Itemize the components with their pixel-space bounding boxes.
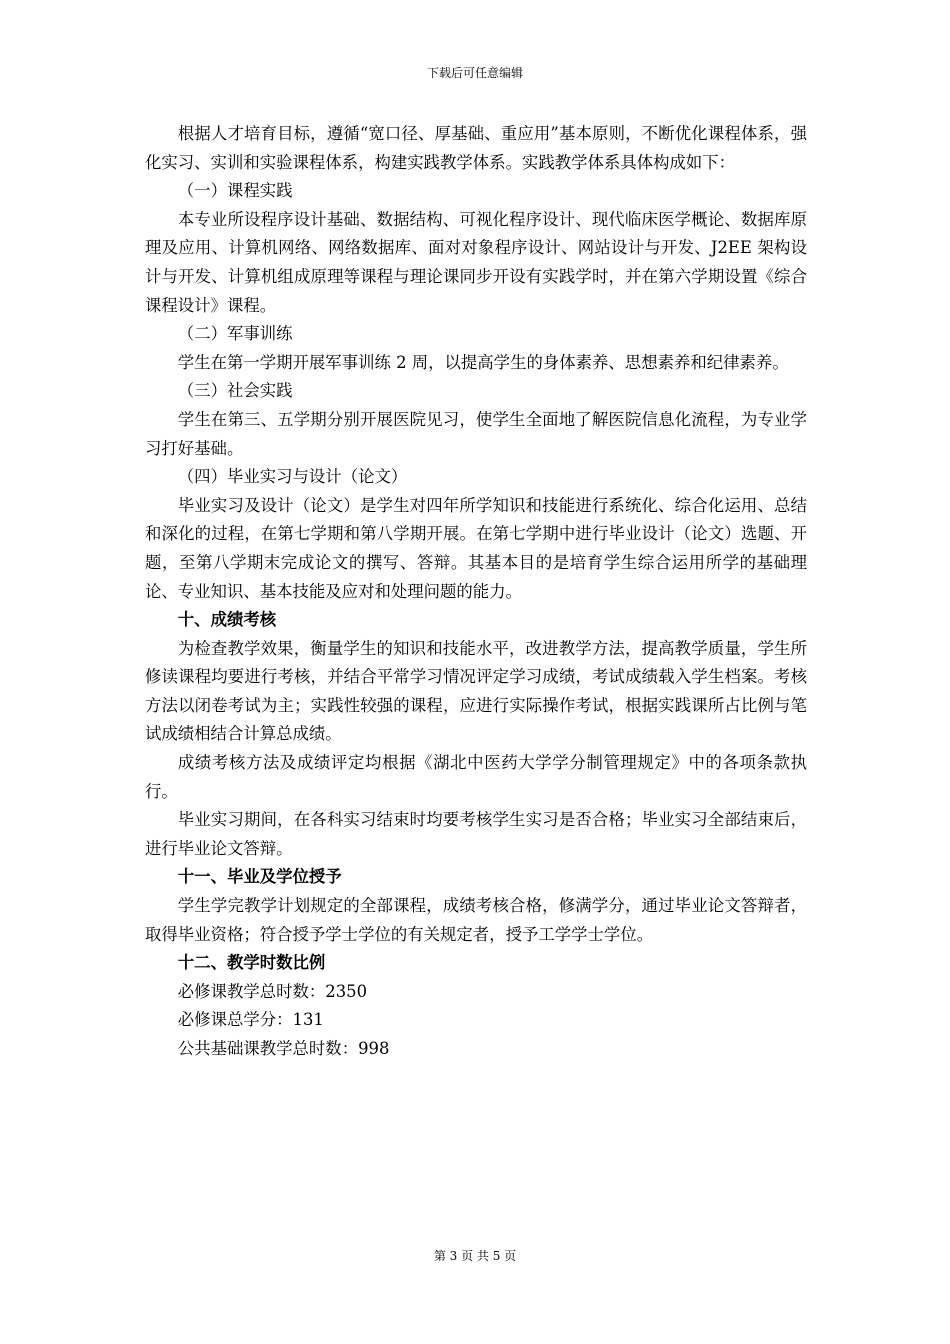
stat-line: 必修课总学分：131 [177, 1010, 324, 1030]
paragraph: 学生学完教学计划规定的全部课程，成绩考核合格，修满学分，通过毕业论文答辩者，取得毕业资格；符合授予学士学位的有关规定者，授予工学学士学位。 [145, 896, 807, 944]
document-body [145, 120, 807, 1064]
paragraph: 为检查教学效果，衡量学生的知识和技能水平，改进教学方法，提高教学质量，学生所修读课程均要进行考核，并结合平常学习情况评定学习成绩，考试成绩载入学生档案。考核方法以闭卷考试为主；实践性较强的课程，应进行实际操作考试，根据实践课所占比例与笔试成绩相结合计算总成绩。 [145, 638, 807, 744]
stat-line: 必修课教学总时数：2350 [177, 981, 368, 1001]
page-header: 下载后可任意编辑 [426, 66, 523, 80]
section-heading: 十一、毕业及学位授予 [177, 867, 342, 887]
subsection-title: （二）军事训练 [177, 324, 293, 344]
subsection-title: （四）毕业实习与设计（论文） [177, 467, 408, 487]
paragraph: 成绩考核方法及成绩评定均根据《湖北中医药大学学分制管理规定》中的各项条款执行。 [145, 753, 807, 801]
paragraph: 毕业实习期间，在各科实习结束时均要考核学生实习是否合格；毕业实习全部结束后，进行毕业论文答辩。 [145, 810, 807, 858]
paragraph: 根据人才培育目标，遵循“宽口径、厚基础、重应用”基本原则，不断优化课程体系，强化实习、实训和实验课程体系，构建实践教学体系。实践教学体系具体构成如下： [145, 124, 807, 172]
section-heading: 十、成绩考核 [177, 610, 277, 630]
paragraph: 学生在第一学期开展军事训练 2 周，以提高学生的身体素养、思想素养和纪律素养。 [177, 352, 789, 372]
page-footer: 第 3 页 共 5 页 [433, 1249, 517, 1263]
paragraph: 毕业实习及设计（论文）是学生对四年所学知识和技能进行系统化、综合化运用、总结和深化的过程，在第七学期和第八学期开展。在第七学期中进行毕业设计（论文）选题、开题，至第八学期末完成论文的撰写、答辩。其基本目的是培育学生综合运用所学的基础理论、专业知识、基本技能及应对和处理问题的能力。 [145, 495, 807, 601]
paragraph: 学生在第三、五学期分别开展医院见习，使学生全面地了解医院信息化流程，为专业学习打好基础。 [145, 409, 807, 458]
section-heading: 十二、教学时数比例 [177, 953, 326, 973]
paragraph: 本专业所设程序设计基础、数据结构、可视化程序设计、现代临床医学概论、数据库原理及应用、计算机网络、网络数据库、面对对象程序设计、网站设计与开发、J2EE 架构设计与开发、计算机组成原理等课程与理论课同步开设有实践学时，并在第六学期设置《综合课程设计》课程。 [145, 209, 807, 315]
subsection-title: （三）社会实践 [177, 381, 293, 401]
subsection-title: （一）课程实践 [177, 181, 293, 201]
stat-line: 公共基础课教学总时数：998 [177, 1039, 390, 1058]
